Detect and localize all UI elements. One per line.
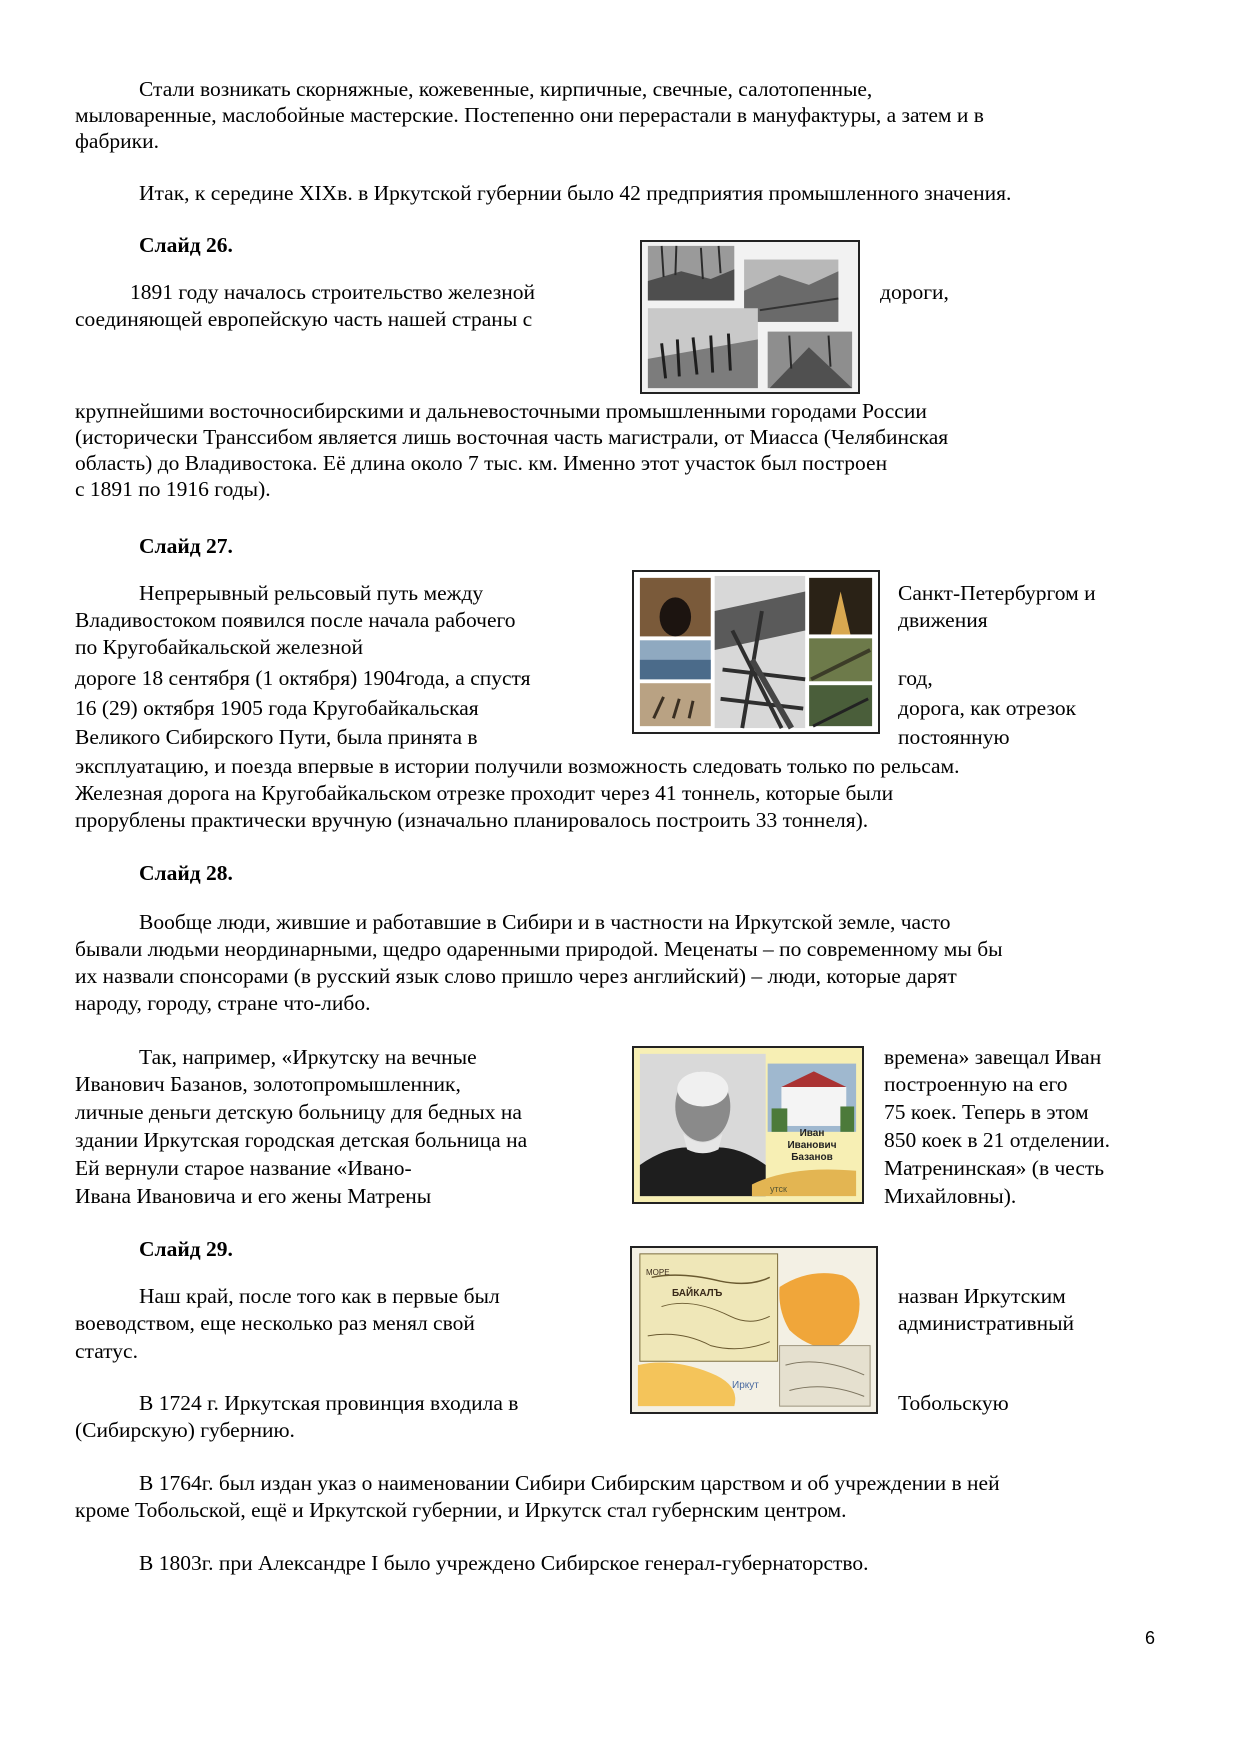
slide-27-heading: Слайд 27. — [139, 534, 233, 558]
paragraph-line: год, — [898, 666, 933, 690]
paragraph-line: Ивана Ивановича и его жены Матрены — [75, 1184, 432, 1208]
paragraph-line: Владивостоком появился после начала рабочего — [75, 608, 516, 632]
slide-28-heading: Слайд 28. — [139, 861, 233, 885]
paragraph-line: Стали возникать скорняжные, кожевенные, кирпичные, свечные, салотопенные, — [139, 77, 873, 101]
paragraph-line: крупнейшими восточносибирскими и дальневосточными промышленными городами России — [75, 399, 927, 423]
paragraph-line: эксплуатацию, и поезда впервые в истории получили возможность следовать только по рельсам. — [75, 754, 960, 778]
slide-29-heading: Слайд 29. — [139, 1237, 233, 1261]
paragraph-line: прорублены практически вручную (изначально планировалось построить 33 тоннеля). — [75, 808, 869, 832]
paragraph-line: личные деньги детскую больницу для бедных на — [75, 1100, 522, 1124]
paragraph-line: дороги, — [880, 280, 949, 304]
paragraph-line: с 1891 по 1916 годы). — [75, 477, 271, 501]
paragraph-line: по Кругобайкальской железной — [75, 635, 364, 659]
caption-line: Базанов — [791, 1152, 833, 1163]
paragraph-line: соединяющей европейскую часть нашей страны с — [75, 307, 533, 331]
paragraph-line: постоянную — [898, 725, 1010, 749]
paragraph-line: Тобольскую — [898, 1391, 1009, 1415]
paragraph-line: 75 коек. Теперь в этом — [884, 1100, 1089, 1124]
map-label: БАЙКАЛЪ — [672, 1288, 723, 1299]
paragraph-line: Наш край, после того как в первые был — [139, 1284, 500, 1308]
paragraph-line: дорога, как отрезок — [898, 696, 1077, 720]
paragraph-line: Вообще люди, жившие и работавшие в Сибири и в частности на Иркутской земле, часто — [139, 910, 951, 934]
paragraph-line: административный — [898, 1311, 1075, 1335]
paragraph-line: Михайловны). — [884, 1184, 1017, 1208]
paragraph-line: Иванович Базанов, золотопромышленник, — [75, 1072, 461, 1096]
paragraph-line: В 1764г. был издан указ о наименовании Сибири Сибирским царством и об учреждении в ней — [139, 1471, 1000, 1495]
paragraph-line: область) до Владивостока. Её длина около 7 тыс. км. Именно этот участок был построен — [75, 451, 888, 475]
paragraph-line: Матренинская» (в честь — [884, 1156, 1105, 1180]
paragraph-line: мыловаренные, маслобойные мастерские. Постепенно они перерастали в мануфактуры, а затем и в — [75, 103, 984, 127]
paragraph-line: фабрики. — [75, 129, 159, 153]
paragraph-line: воеводством, еще несколько раз менял свой — [75, 1311, 475, 1335]
paragraph-line: назван Иркутским — [898, 1284, 1066, 1308]
paragraph-line: 1891 году началось строительство железной — [130, 280, 535, 304]
map-label: Иркут — [732, 1380, 759, 1391]
circum-baikal-railway-photo-collage — [632, 570, 880, 734]
paragraph-line: 850 коек в 21 отделении. — [884, 1128, 1110, 1152]
paragraph-line: (Сибирскую) губернию. — [75, 1418, 295, 1442]
map-fragment-label: утск — [770, 1184, 787, 1194]
paragraph-line: здании Иркутская городская детская больница на — [75, 1128, 528, 1152]
paragraph-line: народу, городу, стране что-либо. — [75, 991, 371, 1015]
bazanov-portrait-slide — [632, 1046, 864, 1204]
paragraph-line: Санкт-Петербургом и — [898, 581, 1096, 605]
paragraph-line: кроме Тобольской, ещё и Иркутской губернии, и Иркутск стал губернским центром. — [75, 1498, 847, 1522]
paragraph-line: Итак, к середине XIXв. в Иркутской губернии было 42 предприятия промышленного значения. — [139, 181, 1012, 205]
paragraph-line: Железная дорога на Кругобайкальском отрезке проходит через 41 тоннель, которые были — [75, 781, 894, 805]
railway-construction-photo-collage — [640, 240, 860, 394]
caption-line: Иванович — [787, 1140, 837, 1151]
paragraph-line: В 1803г. при Александре I было учреждено Сибирское генерал-губернаторство. — [139, 1551, 869, 1575]
paragraph-line: движения — [898, 608, 988, 632]
paragraph-line: Великого Сибирского Пути, была принята в — [75, 725, 478, 749]
paragraph-line: их назвали спонсорами (в русский язык слово пришло через английский) – люди, которые дарят — [75, 964, 957, 988]
paragraph-line: Так, например, «Иркутску на вечные — [139, 1045, 477, 1069]
page-number: 6 — [1145, 1628, 1156, 1648]
paragraph-line: построенную на его — [884, 1072, 1068, 1096]
paragraph-line: времена» завещал Иван — [884, 1045, 1102, 1069]
paragraph-line: В 1724 г. Иркутская провинция входила в — [139, 1391, 519, 1415]
map-label: МОРЕ — [646, 1268, 670, 1277]
portrait-caption — [772, 1128, 852, 1164]
paragraph-line: дороге 18 сентября (1 октября) 1904года, а спустя — [75, 666, 531, 690]
paragraph-line: Ей вернули старое название «Ивано- — [75, 1156, 412, 1180]
paragraph-line: статус. — [75, 1339, 138, 1363]
irkutsk-historical-map — [630, 1246, 878, 1414]
paragraph-line: (исторически Транссибом является лишь восточная часть магистрали, от Миасса (Челябинская — [75, 425, 949, 449]
paragraph-line: Непрерывный рельсовый путь между — [139, 581, 484, 605]
slide-26-heading: Слайд 26. — [139, 233, 233, 257]
paragraph-line: 16 (29) октября 1905 года Кругобайкальская — [75, 696, 479, 720]
paragraph-line: бывали людьми неординарными, щедро одаренными природой. Меценаты – по современному мы бы — [75, 937, 1003, 961]
caption-line: Иван — [799, 1128, 825, 1139]
